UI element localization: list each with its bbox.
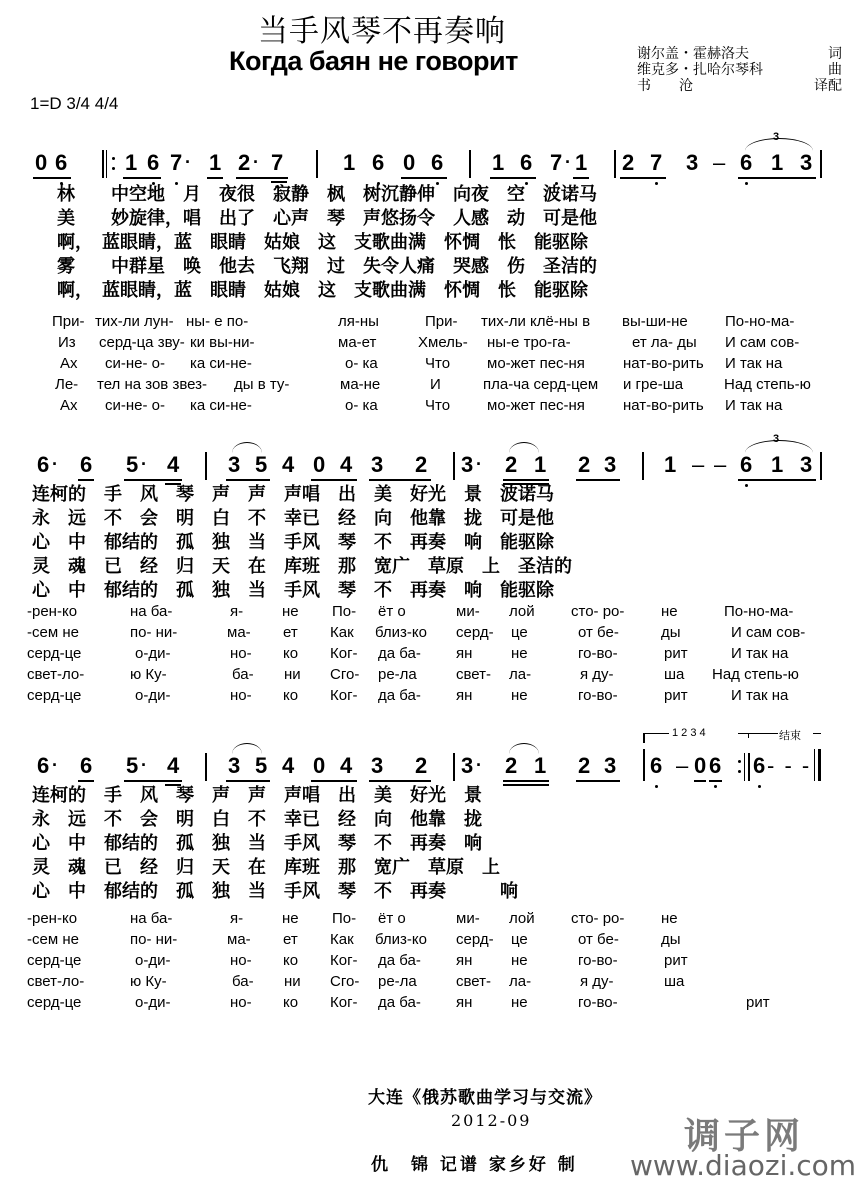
ru-line-2: -сем не по- ни- ма- ет Как близ-ко серд- це от бе- ды (27, 931, 681, 948)
verse-5: 心 中 郁结的 孤 独 当 手风 琴 不 再奏 响 能驱除 (32, 580, 554, 601)
ru-line-5: Ах си-не- о- ка си-не- о- ка Что мо-жет пес-ня нат-во-рить И так на (60, 397, 783, 414)
verse-2: 永 远 不 会 明 白 不 幸已 经 向 他靠 拢 (32, 809, 482, 830)
watermark-logo: 调子网 (684, 1116, 805, 1157)
system-1-chinese-lyrics (57, 183, 597, 303)
ru-line-4: свет-ло- ю Ку- ба- ни Сго- ре-ла свет- ла- я ду- ша (27, 973, 685, 990)
ru-line-3: серд-це о-ди- но- ко Ког- да ба- ян не го-во- рит И так на (27, 645, 789, 662)
system-3-chinese-lyrics (32, 784, 518, 904)
system-3-notation: 6 · 6 5 · 4 3 5 4 0 4 3 2 3 · 2 1 2 3 6 – 0 6 6 - - - (0, 753, 858, 793)
verse-3: 心 中 郁结的 孤 独 当 手风 琴 不 再奏 响 能驱除 (32, 532, 554, 553)
title-chinese: 当手风琴不再奏响 (258, 14, 506, 49)
ru-line-1: -рен-ко на ба- я- не По- ёт о ми- лой сто- ро- не (27, 910, 678, 927)
verse-4: 雾 中群星 唤 他去 飞翔 过 失令人痛 哭感 伤 圣洁的 (57, 256, 597, 277)
verse-1: 连柯的 手 风 琴 声 声 声唱 出 美 好光 景 波诺马 (32, 484, 554, 505)
system-1-russian-lyrics (0, 311, 858, 416)
ru-line-5: серд-це о-ди- но- ко Ког- да ба- ян не го-во- рит (27, 994, 770, 1011)
title-russian: Когда баян не говорит (229, 46, 518, 76)
ru-line-4: свет-ло- ю Ку- ба- ни Сго- ре-ла свет- ла- я ду- ша Над степь-ю (27, 666, 799, 683)
system-1-notation: 0 6 1 6 7 · 1 2 · 7 1 6 0 6 1 6 7 · 1 2 7 3 – 6 1 3 3 (0, 150, 858, 190)
source-publication: 大连《俄苏歌曲学习与交流》 (368, 1088, 602, 1108)
ru-line-5: серд-це о-ди- но- ко Ког- да ба- ян не го-во- рит И так на (27, 687, 789, 704)
verse-1: 连柯的 手 风 琴 声 声 声唱 出 美 好光 景 (32, 785, 482, 806)
ru-line-3: серд-це о-ди- но- ко Ког- да ба- ян не го-во- рит (27, 952, 688, 969)
ru-line-1: При- тих-ли лун- ны- е по- ля-ны При- тих-ли клё-ны в вы-ши-не По-но-ма- (52, 313, 795, 330)
publication-date: 2012-09 (451, 1111, 532, 1130)
verse-2: 美 妙旋律，唱 出了 心声 琴 声悠扬令 人感 动 可是他 (57, 208, 597, 229)
system-3-russian-lyrics (0, 908, 858, 1013)
verse-5: 心 中 郁结的 孤 独 当 手风 琴 不 再奏 响 (32, 881, 518, 902)
verse-4: 灵 魂 已 经 归 天 在 库班 那 宽广 草原 上 (32, 857, 500, 878)
credit-composer: 维克多・扎哈尔琴科 曲 (637, 62, 842, 78)
volta-end-label: 结束 (779, 729, 801, 742)
watermark-url: www.diaozi.com (630, 1149, 857, 1182)
system-2-chinese-lyrics (32, 483, 572, 603)
volta-first-label: 1 2 3 4 (672, 727, 706, 739)
volta-first-ending (643, 729, 848, 741)
system-2-russian-lyrics (0, 601, 858, 706)
verse-3: 啊， 蓝眼睛，蓝 眼睛 姑娘 这 支歌曲满 怀惆 怅 能驱除 (57, 232, 588, 253)
verse-3: 心 中 郁结的 孤 独 当 手风 琴 不 再奏 响 (32, 833, 482, 854)
system-2-notation: 6 · 6 5 · 4 3 5 4 0 4 3 2 3 · 2 1 2 3 1 – – 6 1 3 3 (0, 452, 858, 492)
credits-block (637, 46, 842, 94)
ru-line-2: Из серд-ца зву- ки вы-ни- ма-ет Хмель- ны-е тро-га- ет ла- ды И сам сов- (58, 334, 800, 351)
credit-lyricist: 谢尔盖・霍赫洛夫 词 (637, 46, 842, 62)
verse-1: 林 中空地 月 夜很 寂静 枫 树沉静伸 向夜 空 波诺马 (57, 184, 597, 205)
ru-line-3: Ах си-не- о- ка си-не- о- ка Что мо-жет пес-ня нат-во-рить И так на (60, 355, 783, 372)
key-signature: 1=D 3/4 4/4 (30, 94, 119, 113)
ru-line-2: -сем не по- ни- ма- ет Как близ-ко серд- це от бе- ды И сам сов- (27, 624, 806, 641)
verse-2: 永 远 不 会 明 白 不 幸已 经 向 他靠 拢 可是他 (32, 508, 554, 529)
verse-4: 灵 魂 已 经 归 天 在 库班 那 宽广 草原 上 圣洁的 (32, 556, 572, 577)
credit-translator: 书 沧 译配 (637, 78, 842, 94)
verse-5: 啊， 蓝眼睛，蓝 眼睛 姑娘 这 支歌曲满 怀惆 怅 能驱除 (57, 280, 588, 301)
ru-line-1: -рен-ко на ба- я- не По- ёт о ми- лой сто- ро- не По-но-ма- (27, 603, 794, 620)
transcription-credits: 仇 锦 记谱 家乡好 制 (371, 1155, 578, 1175)
ru-line-4: Ле- тел на зов звез- ды в ту- ма-не И пла-ча серд-цем и гре-ша Над степь-ю (55, 376, 811, 393)
